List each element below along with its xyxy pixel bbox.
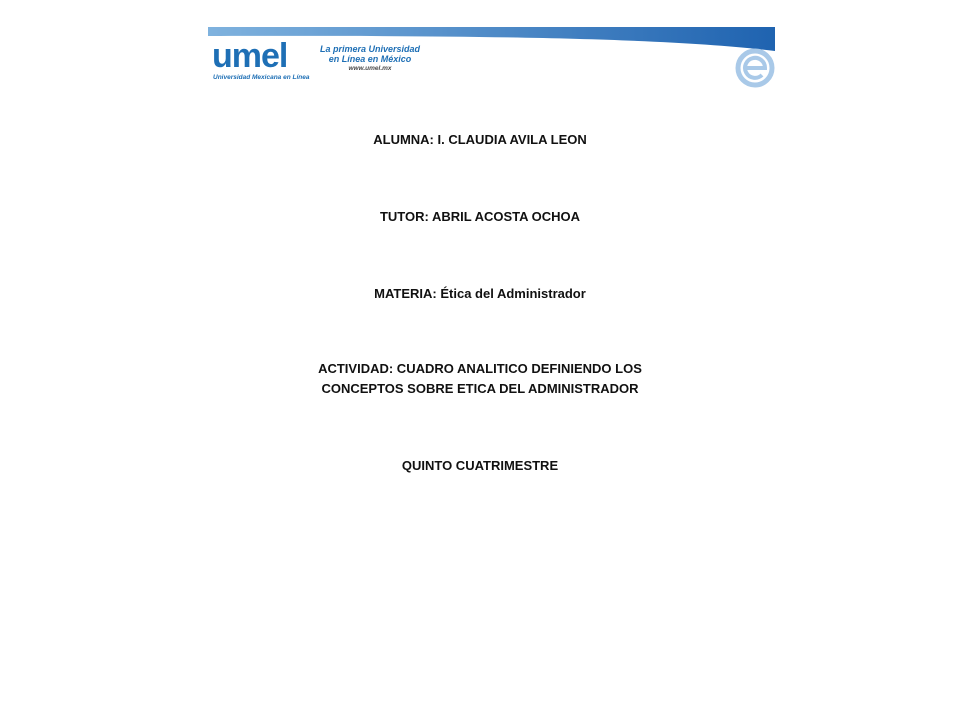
term: QUINTO CUATRIMESTRE (401, 458, 559, 473)
website-url: www.umel.mx (348, 65, 392, 72)
activity-line1: ACTIVIDAD: CUADRO ANALITICO DEFINIENDO LOS (318, 361, 642, 376)
svg-text:umel: umel (212, 37, 288, 75)
student-name: ALUMNA: I. CLAUDIA AVILA LEON (373, 132, 587, 147)
header-banner (208, 27, 775, 89)
tagline-line2: en Línea en México (328, 54, 412, 64)
activity (0, 359, 960, 399)
subject: MATERIA: Ética del Administrador (374, 286, 586, 301)
logo-subtitle: Universidad Mexicana en Línea (213, 74, 310, 81)
e-logo-icon (735, 48, 775, 88)
activity-line2: CONCEPTOS SOBRE ETICA DEL ADMINISTRADOR (321, 381, 639, 396)
tutor-name: TUTOR: ABRIL ACOSTA OCHOA (379, 209, 581, 224)
tagline (315, 44, 425, 74)
tagline-line1: La primera Universidad (319, 44, 421, 54)
umel-logo (212, 35, 312, 75)
